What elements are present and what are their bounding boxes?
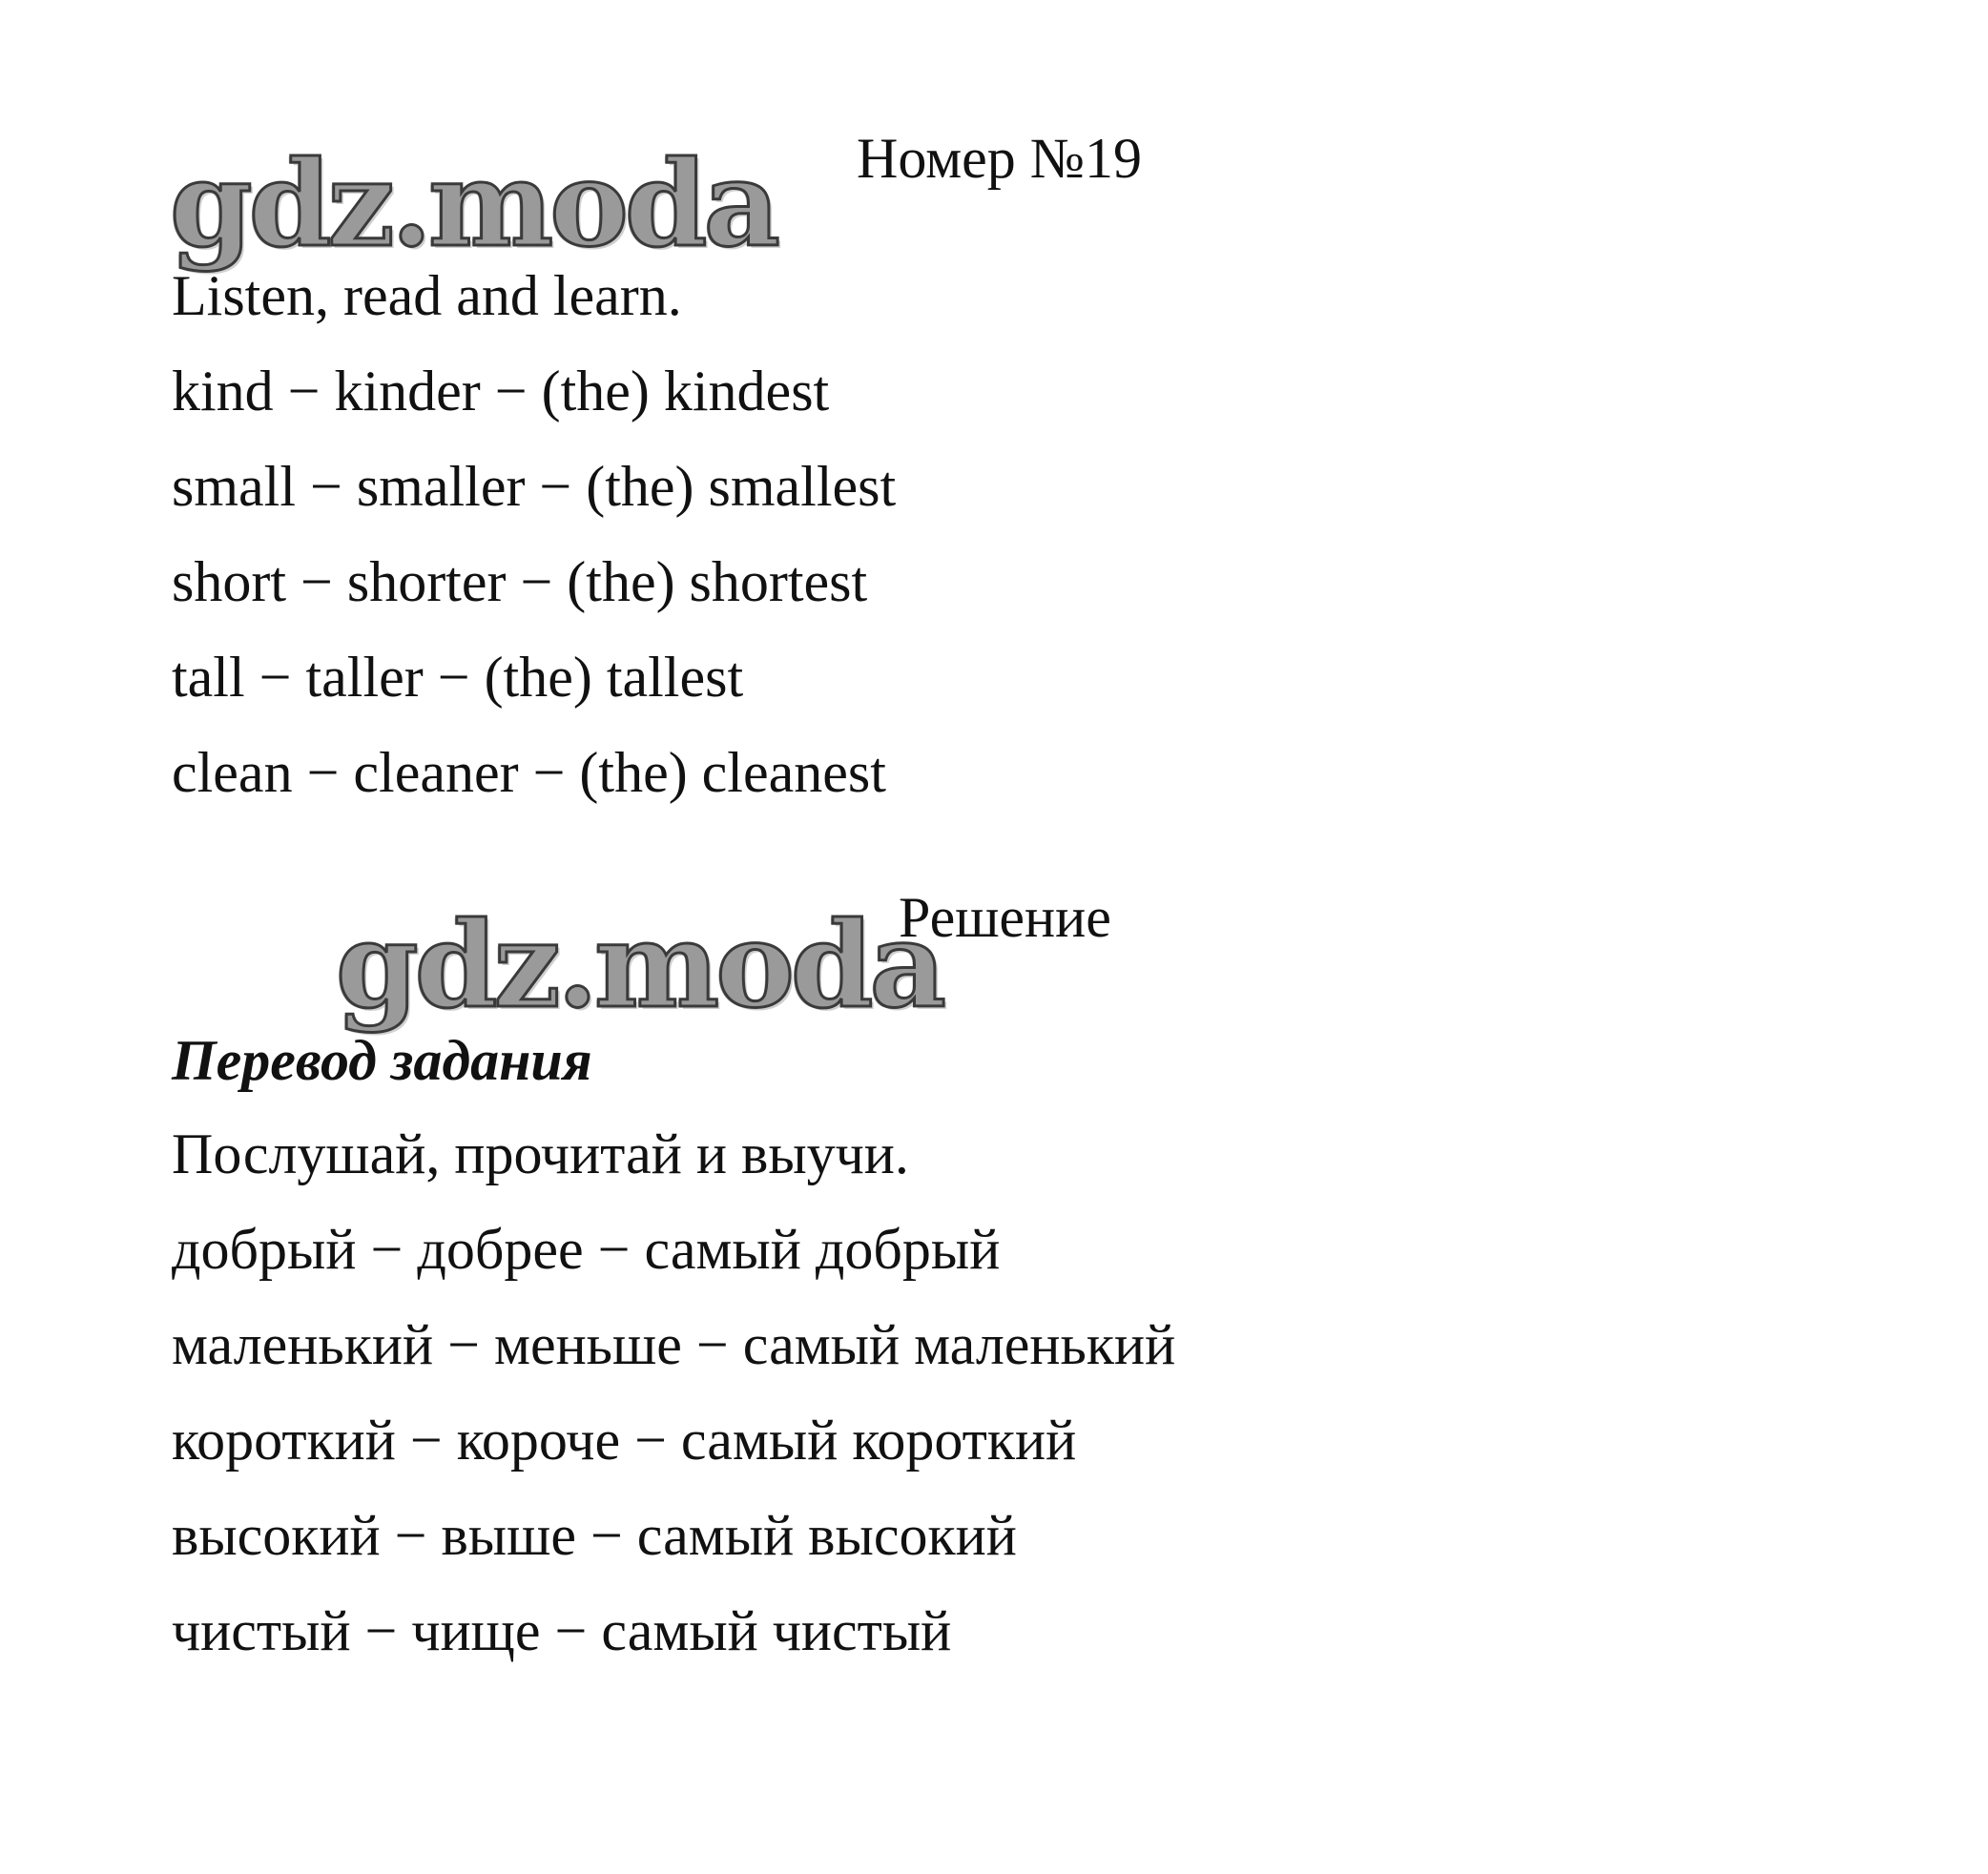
translation-heading: Перевод задания <box>172 1029 592 1092</box>
solution-line: маленький − меньше − самый маленький <box>172 1313 1176 1376</box>
task-title: Номер №19 <box>857 127 1143 190</box>
task-instruction: Listen, read and learn. <box>172 264 682 327</box>
watermark-logo: gdz.moda <box>336 896 942 1035</box>
task-line: tall − taller − (the) tallest <box>172 646 744 709</box>
task-line: short − shorter − (the) shortest <box>172 550 868 613</box>
task-line: kind − kinder − (the) kindest <box>172 360 830 422</box>
solution-line: высокий − выше − самый высокий <box>172 1504 1017 1567</box>
task-line: small − smaller − (the) smallest <box>172 455 897 518</box>
solution-line: чистый − чище − самый чистый <box>172 1599 952 1662</box>
solution-title: Решение <box>899 886 1111 949</box>
solution-instruction: Послушай, прочитай и выучи. <box>172 1122 909 1185</box>
solution-line: короткий − короче − самый короткий <box>172 1409 1077 1472</box>
task-line: clean − cleaner − (the) cleanest <box>172 741 886 804</box>
watermark-logo: gdz.moda <box>170 135 777 274</box>
solution-line: добрый − добрее − самый добрый <box>172 1218 1001 1281</box>
